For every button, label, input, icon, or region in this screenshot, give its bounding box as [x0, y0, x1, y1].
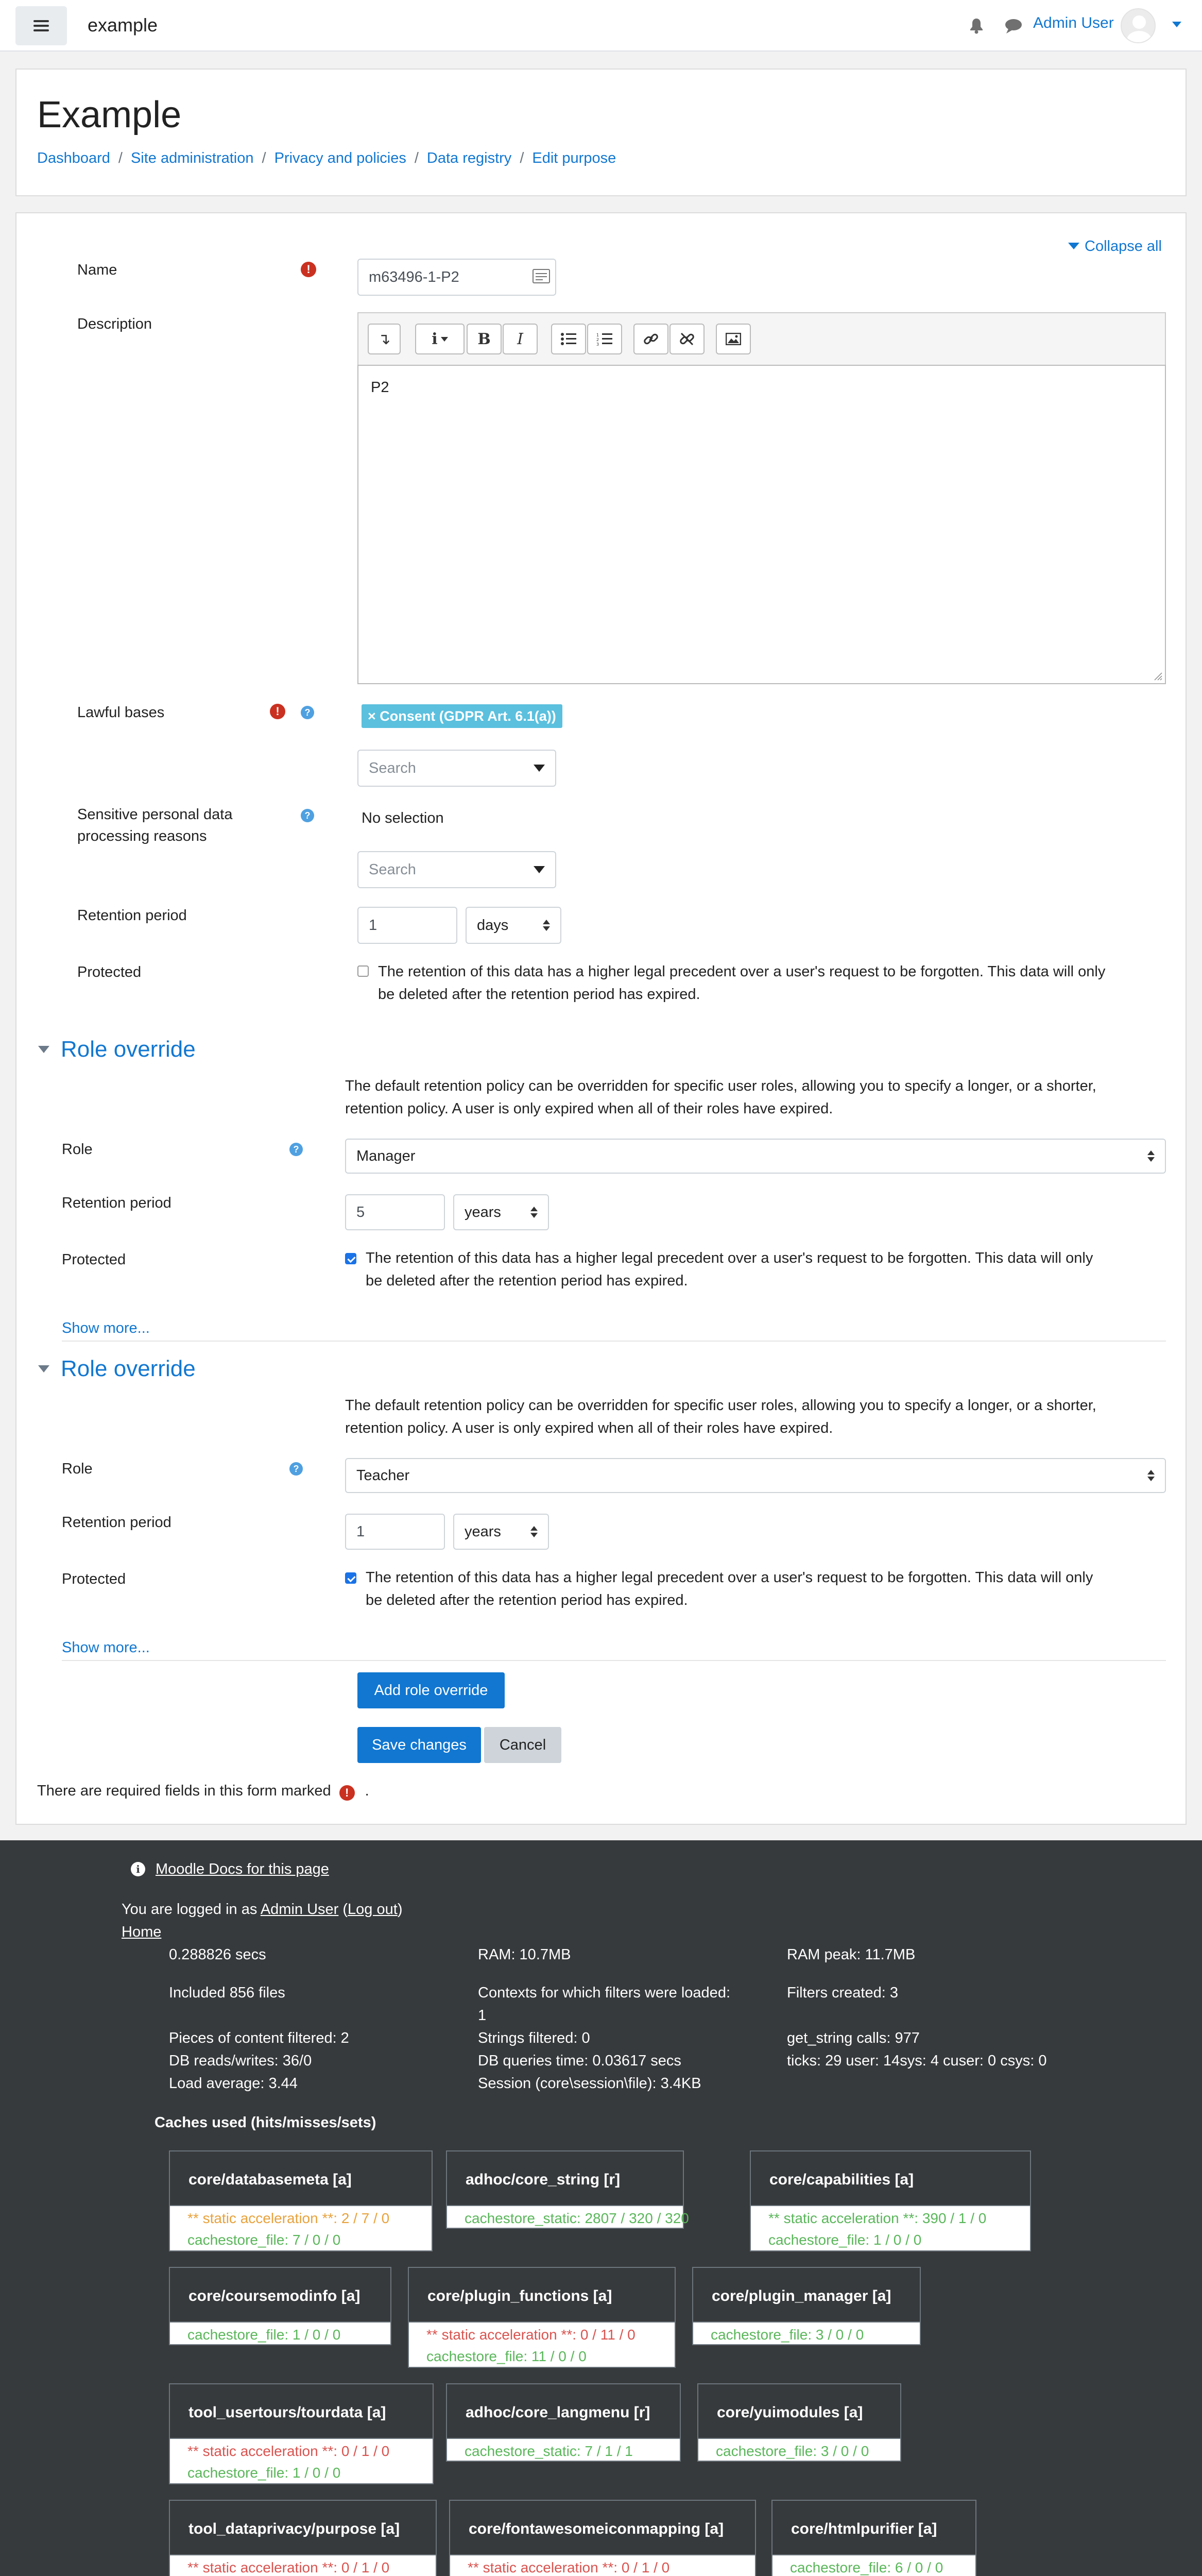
retention-unit-select[interactable]: [453, 1194, 549, 1230]
perf-session: Session (core\session\file): 3.4KB: [478, 2075, 701, 2092]
user-menu-caret-icon[interactable]: [1172, 22, 1181, 27]
perf-db-rw: DB reads/writes: 36/0: [169, 2053, 312, 2069]
info-icon: i: [131, 1862, 145, 1876]
add-role-override-button[interactable]: Add role override: [357, 1672, 505, 1708]
role-override-desc-line2: retention policy. A user is only expired when all of their roles have expired.: [345, 1420, 833, 1436]
protected-label: Protected: [62, 1251, 126, 1268]
cache-card: [697, 2383, 901, 2462]
retention-number-input[interactable]: [357, 907, 457, 944]
description-editor[interactable]: [357, 365, 1166, 684]
resize-handle-icon[interactable]: [1153, 671, 1163, 681]
dropdown-caret-icon: [534, 866, 545, 873]
svg-text:2: 2: [596, 337, 599, 342]
collapse-all-label: Collapse all: [1085, 238, 1162, 255]
protected-text-line2: be deleted after the retention period has expired.: [378, 986, 700, 1003]
role-override-heading[interactable]: Role override: [61, 1356, 196, 1381]
protected-checkbox[interactable]: [357, 965, 369, 977]
role-label: Role: [62, 1141, 93, 1158]
perf-load-average: Load average: 3.44: [169, 2075, 298, 2092]
perf-strings-filtered: Strings filtered: 0: [478, 2030, 590, 2046]
menu-toggle-button[interactable]: [15, 6, 67, 45]
editor-toolbar: [357, 312, 1166, 365]
retention-number-value: 5: [356, 1204, 365, 1221]
select-caret-icon: [1147, 1470, 1155, 1481]
moodle-docs-label: Moodle Docs for this page: [156, 1861, 329, 1877]
role-override-description: [345, 1075, 1096, 1120]
caches-title: Caches used (hits/misses/sets): [154, 2114, 376, 2131]
retention-period-label: Retention period: [62, 1195, 171, 1211]
perf-secs: 0.288826 secs: [169, 1946, 266, 1963]
description-label: Description: [77, 316, 152, 332]
link-icon: [643, 331, 659, 347]
cache-line: cachestore_file: 6 / 0 / 0: [790, 2560, 943, 2575]
cache-card: [169, 2500, 437, 2576]
sensitive-no-selection: No selection: [362, 810, 444, 826]
user-menu-name[interactable]: Admin User: [1033, 14, 1114, 31]
sensitive-reasons-search[interactable]: [357, 851, 556, 888]
perf-contexts: [478, 1981, 730, 2027]
cache-name: tool_dataprivacy/purpose [a]: [170, 2501, 436, 2555]
multilang-icon[interactable]: [533, 269, 550, 283]
show-more-link[interactable]: Show more...: [62, 1320, 150, 1336]
search-placeholder: Search: [369, 759, 416, 776]
editor-ordered-list-button[interactable]: [587, 324, 622, 354]
required-icon: !: [270, 704, 285, 719]
cache-card: [446, 2150, 689, 2229]
cancel-button[interactable]: Cancel: [484, 1727, 561, 1763]
protected-label: Protected: [62, 1571, 126, 1587]
editor-unordered-list-button[interactable]: [551, 324, 586, 354]
image-icon: [726, 333, 741, 345]
cache-line: cachestore_file: 3 / 0 / 0: [711, 2327, 864, 2343]
cache-line: ** static acceleration **: 2 / 7 / 0: [187, 2210, 390, 2226]
cache-line: ** static acceleration **: 0 / 11 / 0: [426, 2327, 636, 2343]
retention-number-input[interactable]: [345, 1514, 445, 1550]
cache-name: core/plugin_manager [a]: [693, 2268, 920, 2323]
protected-description: [366, 1566, 1093, 1612]
retention-number-value: 1: [356, 1523, 365, 1540]
svg-text:1: 1: [596, 333, 599, 337]
cache-line: cachestore_static: 2807 / 320 / 320: [465, 2210, 689, 2226]
retention-unit-value: years: [465, 1523, 501, 1540]
perf-ram: RAM: 10.7MB: [478, 1946, 571, 1963]
protected-description: [366, 1247, 1093, 1292]
retention-number-value: 1: [369, 917, 377, 934]
retention-unit-value: years: [465, 1204, 501, 1221]
role-override-description: [345, 1394, 1096, 1439]
cache-name: core/plugin_functions [a]: [409, 2268, 675, 2323]
help-icon[interactable]: ?: [289, 1143, 303, 1156]
sensitive-label-line2: processing reasons: [77, 828, 207, 844]
protected-text-line2: be deleted after the retention period has expired.: [366, 1592, 688, 1608]
role-override-desc-line1: The default retention policy can be overridden for specific user roles, allowing you to specify a longer, or a shorter,: [345, 1397, 1096, 1414]
svg-text:3: 3: [596, 342, 599, 346]
perf-get-string: get_string calls: 977: [787, 2030, 920, 2046]
cache-line: cachestore_file: 7 / 0 / 0: [187, 2232, 341, 2248]
cache-card: [771, 2500, 976, 2576]
protected-text-line1: The retention of this data has a higher legal precedent over a user's request to be forgotten. This data will only: [378, 963, 1106, 980]
name-input[interactable]: [357, 259, 556, 296]
sensitive-label: [77, 804, 232, 847]
protected-text-line1: The retention of this data has a higher legal precedent over a user's request to be forgotten. This data will only: [366, 1250, 1093, 1266]
help-icon[interactable]: ?: [289, 1462, 303, 1476]
cache-card: [169, 2150, 433, 2251]
editor-image-button[interactable]: [716, 324, 751, 354]
retention-number-input[interactable]: [345, 1194, 445, 1230]
cache-name: core/coursemodinfo [a]: [170, 2268, 390, 2323]
cache-name: tool_usertours/tourdata [a]: [170, 2384, 433, 2439]
ordered-list-icon: [596, 332, 613, 346]
page-title: Example: [37, 94, 182, 135]
perf-ram-peak: RAM peak: 11.7MB: [787, 1946, 916, 1963]
cache-line: ** static acceleration **: 0 / 1 / 0: [468, 2560, 670, 2575]
cache-card: [750, 2150, 1031, 2251]
home-label: Home: [122, 1924, 162, 1940]
cache-card: [446, 2383, 681, 2462]
required-icon: !: [301, 262, 316, 277]
retention-period-label: Retention period: [77, 907, 187, 924]
cache-line: cachestore_file: 11 / 0 / 0: [426, 2348, 587, 2364]
perf-ticks: ticks: 29 user: 14sys: 4 cuser: 0 csys: 0: [787, 2053, 1047, 2069]
required-fields-note: [37, 1783, 369, 1801]
help-icon[interactable]: ?: [301, 809, 314, 822]
perf-contexts-line1: Contexts for which filters were loaded:: [478, 1985, 730, 2001]
protected-description: [378, 960, 1105, 1006]
hamburger-icon: [33, 20, 49, 31]
breadcrumb-privacy-and-policies[interactable]: Privacy and policies: [274, 150, 406, 166]
role-override-heading[interactable]: Role override: [61, 1037, 196, 1062]
breadcrumb-site-administration[interactable]: Site administration: [130, 150, 254, 166]
lawful-bases-search[interactable]: [357, 750, 556, 787]
cache-line: cachestore_file: 1 / 0 / 0: [768, 2232, 922, 2248]
editor-paragraph-styles-button[interactable]: i: [415, 324, 465, 354]
divider: [62, 1660, 1166, 1661]
cache-name: core/yuimodules [a]: [698, 2384, 900, 2439]
cache-line: cachestore_file: 3 / 0 / 0: [716, 2443, 869, 2459]
cache-line: ** static acceleration **: 0 / 1 / 0: [187, 2443, 390, 2459]
editor-unlink-button[interactable]: [669, 324, 705, 354]
role-override-desc-line2: retention policy. A user is only expired when all of their roles have expired.: [345, 1100, 833, 1117]
lawful-bases-label: Lawful bases: [77, 704, 165, 721]
cache-card: [408, 2267, 676, 2368]
required-icon: !: [339, 1785, 355, 1801]
editor-collapse-button[interactable]: ↴: [368, 324, 401, 354]
perf-included-files: Included 856 files: [169, 1985, 285, 2001]
cache-card: [692, 2267, 921, 2345]
breadcrumb-edit-purpose[interactable]: Edit purpose: [532, 150, 616, 166]
editor-italic-button[interactable]: I: [503, 324, 538, 354]
sensitive-label-line1: Sensitive personal data: [77, 806, 233, 823]
role-override-desc-line1: The default retention policy can be overridden for specific user roles, allowing you to specify a longer, or a shorter,: [345, 1078, 1096, 1094]
role-value: Manager: [356, 1147, 416, 1164]
logout-close: ): [397, 1901, 403, 1918]
logout-open: (: [338, 1901, 348, 1918]
cache-name: core/databasemeta [a]: [170, 2151, 432, 2206]
role-label: Role: [62, 1461, 93, 1477]
home-link[interactable]: [122, 1921, 161, 1943]
perf-filters-created: Filters created: 3: [787, 1985, 898, 2001]
cache-name: core/htmlpurifier [a]: [772, 2501, 975, 2555]
breadcrumb-data-registry[interactable]: Data registry: [426, 150, 512, 166]
cache-line: cachestore_file: 1 / 0 / 0: [187, 2327, 341, 2343]
name-value: m63496-1-P2: [369, 268, 459, 285]
collapse-caret-icon: [1068, 243, 1079, 249]
page-header: [15, 69, 1187, 196]
collapse-caret-icon[interactable]: [38, 1046, 49, 1053]
dropdown-caret-icon: [534, 765, 545, 772]
logged-in-info: [122, 1898, 402, 1921]
perf-pieces-filtered: Pieces of content filtered: 2: [169, 2030, 349, 2046]
unlink-icon: [679, 331, 695, 347]
required-note-end: .: [365, 1783, 369, 1799]
search-placeholder: Search: [369, 861, 416, 878]
show-more-link[interactable]: Show more...: [62, 1639, 150, 1656]
retention-period-label: Retention period: [62, 1514, 171, 1531]
messages-chat-icon[interactable]: [1004, 18, 1023, 34]
protected-checkbox[interactable]: [345, 1253, 356, 1264]
moodle-docs-link[interactable]: [156, 1858, 329, 1880]
retention-unit-value: days: [477, 917, 509, 934]
select-caret-icon: [530, 1207, 538, 1218]
avatar[interactable]: [1121, 8, 1156, 43]
logout-link[interactable]: Log out: [348, 1901, 398, 1918]
notification-bell-icon[interactable]: [969, 18, 984, 34]
select-caret-icon: [543, 920, 550, 931]
logged-in-user-link[interactable]: Admin User: [260, 1901, 339, 1918]
editor-bold-button[interactable]: B: [467, 324, 502, 354]
unordered-list-icon: [560, 332, 577, 346]
save-changes-button[interactable]: Save changes: [357, 1727, 481, 1763]
role-select[interactable]: [345, 1458, 1166, 1493]
role-select[interactable]: [345, 1139, 1166, 1174]
cache-card: [169, 2383, 434, 2484]
select-caret-icon: [1147, 1150, 1155, 1162]
site-name[interactable]: example: [88, 14, 158, 36]
perf-db-time: DB queries time: 0.03617 secs: [478, 2053, 681, 2069]
collapse-caret-icon[interactable]: [38, 1365, 49, 1372]
role-value: Teacher: [356, 1467, 410, 1484]
protected-text-line1: The retention of this data has a higher legal precedent over a user's request to be forgotten. This data will only: [366, 1569, 1093, 1586]
collapse-all-link[interactable]: [1068, 238, 1162, 255]
protected-label: Protected: [77, 964, 142, 980]
cache-card: [169, 2267, 391, 2345]
cache-name: adhoc/core_langmenu [r]: [447, 2384, 680, 2439]
cache-line: cachestore_file: 1 / 0 / 0: [187, 2465, 341, 2481]
breadcrumb: Dashboard / Site administration / Privacy and policies / Data registry / Edit purpose: [37, 150, 616, 166]
cache-line: cachestore_static: 7 / 1 / 1: [465, 2443, 633, 2459]
cache-card: [449, 2500, 756, 2576]
cache-name: core/fontawesomeiconmapping [a]: [450, 2501, 755, 2555]
cache-name: core/capabilities [a]: [751, 2151, 1030, 2206]
perf-contexts-line2: 1: [478, 2007, 487, 2024]
cache-line: ** static acceleration **: 390 / 1 / 0: [768, 2210, 987, 2226]
logged-in-prefix: You are logged in as: [122, 1901, 261, 1918]
cache-line: ** static acceleration **: 0 / 1 / 0: [187, 2560, 390, 2575]
retention-unit-select[interactable]: [466, 907, 561, 944]
required-note-text: There are required fields in this form marked: [37, 1783, 331, 1799]
cache-name: adhoc/core_string [r]: [447, 2151, 683, 2206]
help-icon[interactable]: ?: [301, 706, 314, 719]
lawful-basis-consent-badge[interactable]: × Consent (GDPR Art. 6.1(a)): [362, 704, 562, 728]
divider: [62, 1341, 1166, 1342]
protected-checkbox[interactable]: [345, 1572, 356, 1584]
select-caret-icon: [530, 1526, 538, 1537]
protected-text-line2: be deleted after the retention period has expired.: [366, 1273, 688, 1289]
description-value: P2: [371, 379, 389, 396]
editor-link-button[interactable]: [633, 324, 668, 354]
breadcrumb-dashboard[interactable]: Dashboard: [37, 150, 110, 166]
retention-unit-select[interactable]: [453, 1514, 549, 1550]
name-label: Name: [77, 262, 117, 278]
